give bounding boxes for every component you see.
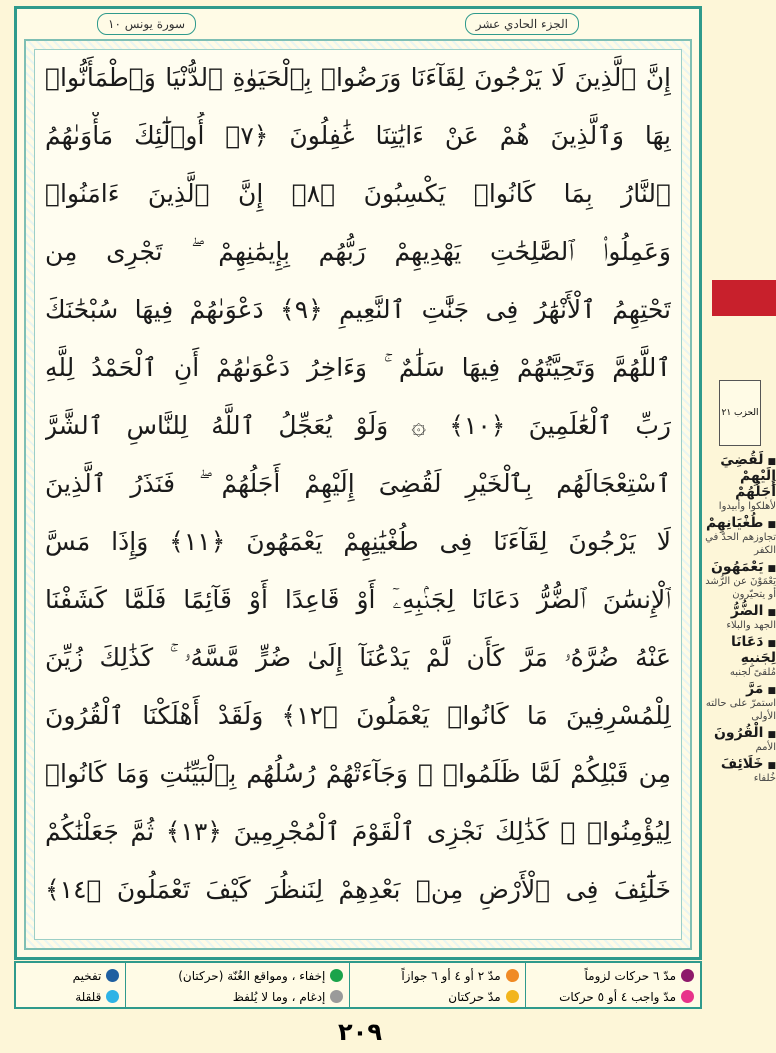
- verse-line: خَلَٰٓئِفَ فِى ٱلْأَرْضِ مِنۢ بَعْدِهِمْ لِنَنظُرَ كَيْفَ تَعْمَلُونَ ﴿١٤﴾: [45, 875, 671, 904]
- legend-item: مدّ واجب ٤ أو ٥ حركات: [532, 986, 694, 1007]
- glossary-entry: ■ دَعَانَا لِجَنبِهِ مُلقىً لجنبه: [704, 634, 776, 679]
- color-dot-icon: [106, 969, 119, 982]
- verse-line: ٱلْإِنسَٰنَ ٱلضُّرُّ دَعَانَا لِجَنۢبِهِۦٓ أَوْ قَاعِدًا أَوْ قَآئِمًا فَلَمَّا كَشَفْنَا: [45, 585, 671, 614]
- legend-item: مدّ حركتان: [356, 986, 518, 1007]
- page-frame: [14, 6, 702, 960]
- verse-line: تَحْتِهِمُ ٱلْأَنْهَٰرُ فِى جَنَّٰتِ ٱلنَّعِيمِ ﴿٩﴾ دَعْوَىٰهُمْ فِيهَا سُبْحَٰنَكَ: [45, 295, 671, 324]
- color-dot-icon: [330, 969, 343, 982]
- glossary-sidebar: [704, 380, 776, 787]
- verse-line: لِلْمُسْرِفِينَ مَا كَانُوا۟ يَعْمَلُونَ ﴿١٢﴾ وَلَقَدْ أَهْلَكْنَا ٱلْقُرُونَ: [45, 701, 671, 730]
- page-number: ٢٠٩: [338, 1018, 382, 1046]
- legend-column: [525, 963, 700, 1007]
- frame-border: [24, 39, 692, 950]
- color-dot-icon: [330, 990, 343, 1003]
- juz-header: الجزء الحادي عشر: [465, 13, 579, 35]
- hizb-badge: الحزب ٢١: [719, 380, 761, 446]
- glossary-entry: ■ الْقُرُونَ الأمم: [704, 725, 776, 754]
- legend-item: تفخيم: [22, 965, 119, 986]
- verse-line: رَبِّ ٱلْعَٰلَمِينَ ﴿١٠﴾ ۞ وَلَوْ يُعَجِّلُ ٱللَّهُ لِلنَّاسِ ٱلشَّرَّ: [45, 411, 671, 440]
- verse-line: مِن قَبْلِكُمْ لَمَّا ظَلَمُوا۟ ۙ وَجَآءَتْهُمْ رُسُلُهُم بِٱلْبَيِّنَٰتِ وَمَا كَانُوا۟: [45, 759, 671, 788]
- color-dot-icon: [506, 969, 519, 982]
- legend-column: [349, 963, 524, 1007]
- tajweed-legend: [14, 961, 702, 1009]
- verse-line: إِنَّ ٱلَّذِينَ لَا يَرْجُونَ لِقَآءَنَا وَرَضُوا۟ بِٱلْحَيَوٰةِ ٱلدُّنْيَا وَٱطْمَأَنُّوا۟: [45, 63, 671, 92]
- verse-line: ٱللَّهُمَّ وَتَحِيَّتُهُمْ فِيهَا سَلَٰمٌ ۚ وَءَاخِرُ دَعْوَىٰهُمْ أَنِ ٱلْحَمْدُ لِلَّهِ: [45, 353, 671, 382]
- glossary-entry: ■ لَقُضِيَ إِلَيْهِمْ أَجَلُهُمْ لأهلكوا وأبيدوا: [704, 452, 776, 513]
- color-dot-icon: [506, 990, 519, 1003]
- legend-item: قلقلة: [22, 986, 119, 1007]
- glossary-entry: ■ يَعْمَهُونَ يَعْمَوْنَ عن الرُّشد أو يتحيّرون: [704, 559, 776, 601]
- verse-line: وَعَمِلُوا۟ ٱلصَّٰلِحَٰتِ يَهْدِيهِمْ رَبُّهُم بِإِيمَٰنِهِمْ ۖ تَجْرِى مِن: [45, 237, 671, 266]
- legend-column: [16, 963, 125, 1007]
- legend-item: مدّ ٢ أو ٤ أو ٦ جوازاً: [356, 965, 518, 986]
- color-dot-icon: [681, 969, 694, 982]
- glossary-entry: ■ طُغْيَانِهِمْ تجاوزهم الحدّ في الكفر: [704, 515, 776, 557]
- verse-line: لَا يَرْجُونَ لِقَآءَنَا فِى طُغْيَٰنِهِمْ يَعْمَهُونَ ﴿١١﴾ وَإِذَا مَسَّ: [45, 527, 671, 556]
- glossary-entry: ■ مَرَّ استمرّ على حالته الأولى: [704, 681, 776, 723]
- verse-line: عَنْهُ ضُرَّهُۥ مَرَّ كَأَن لَّمْ يَدْعُنَآ إِلَىٰ ضُرٍّ مَّسَّهُۥ ۚ كَذَٰلِكَ زُيِّنَ: [45, 643, 671, 672]
- glossary-entry: ■ الضُّرُّ الجهد والبلاء: [704, 603, 776, 632]
- color-dot-icon: [681, 990, 694, 1003]
- bookmark-tab[interactable]: [712, 280, 776, 316]
- text-area: [34, 49, 682, 940]
- legend-item: مدّ ٦ حركات لزوماً: [532, 965, 694, 986]
- verse-line: لِيُؤْمِنُوا۟ ۚ كَذَٰلِكَ نَجْزِى ٱلْقَوْمَ ٱلْمُجْرِمِينَ ﴿١٣﴾ ثُمَّ جَعَلْنَٰكُمْ: [45, 817, 671, 846]
- legend-item: إدغام ، وما لا يُلفظ: [132, 986, 343, 1007]
- legend-item: إخفاء ، ومواقع الغُنّة (حركتان): [132, 965, 343, 986]
- legend-column: [125, 963, 349, 1007]
- verse-line: ٱلنَّارُ بِمَا كَانُوا۟ يَكْسِبُونَ ﴿٨﴾ إِنَّ ٱلَّذِينَ ءَامَنُوا۟: [45, 179, 671, 208]
- glossary-entry: ■ خَلَائِفَ خُلفاء: [704, 756, 776, 785]
- surah-header: سورة يونس ١٠: [97, 13, 196, 35]
- verse-line: ٱسْتِعْجَالَهُم بِٱلْخَيْرِ لَقُضِىَ إِلَيْهِمْ أَجَلُهُمْ ۖ فَنَذَرُ ٱلَّذِينَ: [45, 469, 671, 498]
- color-dot-icon: [106, 990, 119, 1003]
- verse-line: بِهَا وَٱلَّذِينَ هُمْ عَنْ ءَايَٰتِنَا غَٰفِلُونَ ﴿٧﴾ أُو۟لَٰٓئِكَ مَأْوَىٰهُمُ: [45, 121, 671, 150]
